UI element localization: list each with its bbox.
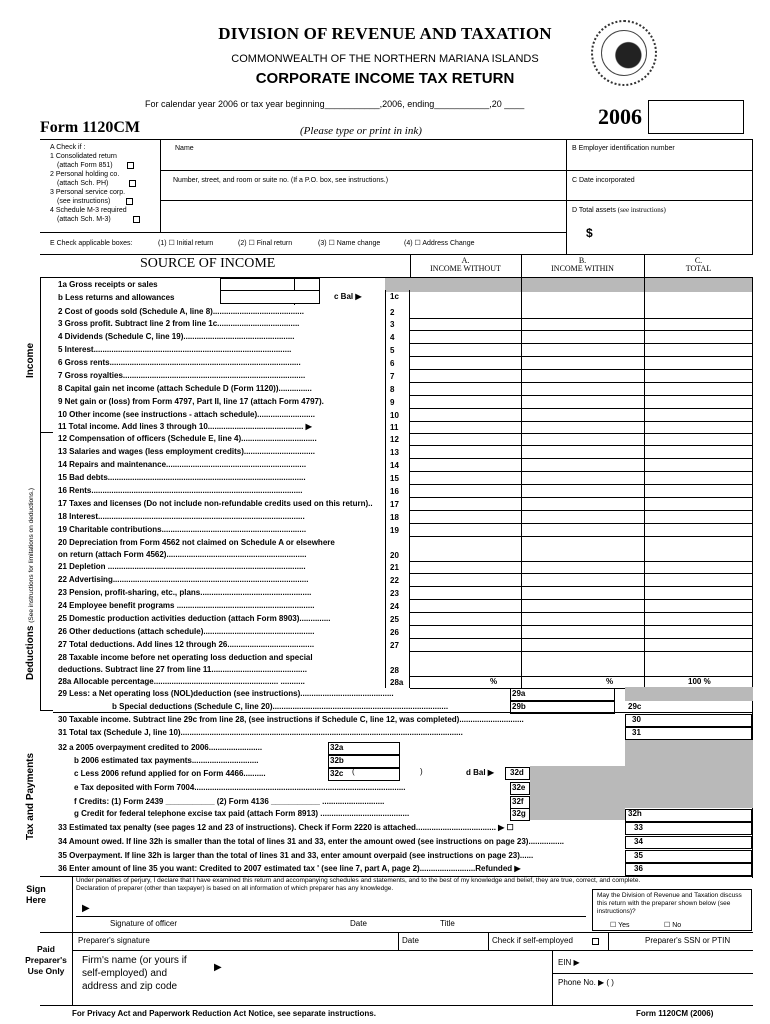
line-19-amount-field[interactable] — [410, 525, 752, 537]
name-field[interactable] — [162, 153, 564, 169]
column-a-title: INCOME WITHOUT — [430, 264, 501, 273]
line-number-17: 17 — [390, 500, 399, 509]
deductions-section-label — [25, 488, 36, 680]
pct-c: 100 % — [688, 677, 711, 686]
line-number-24: 24 — [390, 602, 399, 611]
line-number-13: 13 — [390, 448, 399, 457]
check-personal-service-sub: (see instructions) — [57, 198, 111, 205]
commonwealth-title: COMMONWEALTH OF THE NORTHERN MARIANA ISLANDS — [231, 53, 539, 65]
line-16-text: 15 Bad debts......................................................................................... — [58, 473, 306, 482]
preparer-date-label: Date — [402, 936, 419, 945]
self-employed-label: Check if self-employed — [492, 936, 573, 945]
line-17-text: 16 Rents............................................................................................... — [58, 486, 303, 495]
line-number-15: 15 — [390, 474, 399, 483]
line-18-text: 17 Taxes and licenses (Do not include non-refundable credits used on this return).. — [58, 499, 373, 508]
tax-line-number-31: 31 — [632, 728, 641, 737]
line-number-12: 12 — [390, 435, 399, 444]
line-number-19: 19 — [390, 526, 399, 535]
tax-line-32e-text: e Tax deposited with Form 7004............................................................................................... — [74, 783, 406, 792]
division-title: DIVISION OF REVENUE AND TAXATION — [218, 24, 552, 43]
address-change-checkbox[interactable]: (4) ☐ Address Change — [404, 240, 475, 247]
column-a-letter: A. — [461, 256, 470, 265]
check-m3-label: 4 Schedule M-3 required — [50, 207, 127, 214]
line-16-amount-field[interactable] — [410, 486, 752, 498]
line-1c-bal-label: c Bal ▶ — [334, 292, 362, 301]
firm-line-3: address and zip code — [82, 981, 178, 992]
name-change-checkbox[interactable]: (3) ☐ Name change — [318, 240, 381, 247]
tax-line-number-32a: 32a — [330, 743, 344, 752]
phone-label: Phone No. ▶ ( ) — [558, 978, 614, 987]
assets-dollar-sign: $ — [586, 226, 593, 240]
firm-line-1: Firm's name (or yours if — [82, 955, 187, 966]
name-field-label: Name — [175, 145, 194, 152]
line-12-text: 11 Total income. Add lines 3 through 10........................................... ▶ — [58, 422, 312, 431]
line-number-18: 18 — [390, 513, 399, 522]
income-section-label: Income — [25, 342, 36, 378]
calendar-year-line: For calendar year 2006 or tax year beginning___________,2006, ending___________,20 ____ — [145, 99, 525, 109]
d-bal-label: d Bal ▶ — [466, 768, 494, 777]
line-number-22: 22 — [390, 576, 399, 585]
line-4-text: 3 Gross profit. Subtract line 2 from line 1c..................................... — [58, 319, 300, 328]
check-if-block — [50, 143, 160, 224]
line-9-amount-field[interactable] — [410, 397, 752, 409]
line-7-text: 6 Gross rents...................................................................................... — [58, 358, 301, 367]
line-23-text: 21 Depletion ......................................................................................... — [58, 562, 306, 571]
tax-line-32f-text: f Credits: (1) Form 2439 ___________ (2) Form 4136 ___________ ............................ — [74, 797, 385, 806]
tax-line-33-field[interactable] — [625, 822, 752, 835]
tax-line-36-text: 36 Enter amount of line 35 you want: Credited to 2007 estimated tax ' (see line 7, part A, page 2).........................Refunded ▶ — [58, 864, 521, 873]
line-number-20: 20 — [390, 551, 399, 560]
line-5-text: 4 Dividends (Schedule C, line 19).................................................. — [58, 332, 295, 341]
line-23-amount-field[interactable] — [410, 588, 752, 600]
line-27-amount-field[interactable] — [410, 640, 752, 652]
date-incorporated-label: C Date incorporated — [572, 177, 635, 184]
line-2-amount-field[interactable] — [410, 307, 752, 319]
check-consolidated-sub: (attach Form 851) — [57, 162, 113, 169]
line-number-16: 16 — [390, 487, 399, 496]
year-box — [648, 100, 744, 134]
line-number-23: 23 — [390, 589, 399, 598]
tax-line-32b-text: b 2006 estimated tax payments.............................. — [74, 756, 259, 765]
line-25-text: 23 Pension, profit-sharing, etc., plans.................................................. — [58, 588, 312, 597]
perjury-text: Under penalties of perjury, I declare that I have examined this return and accompanying schedules and statements, and to the best of my knowledge and belief, they are true, correct, and complete. — [76, 877, 641, 884]
source-of-income-heading: SOURCE OF INCOME — [140, 256, 276, 271]
line-18-amount-field[interactable] — [410, 512, 752, 524]
line-32d-number: 32d — [510, 768, 524, 777]
discuss-no-checkbox[interactable]: ☐ No — [664, 922, 682, 929]
line-19-text: 18 Interest............................................................................................. — [58, 512, 305, 521]
line-32-text: 28a Allocable percentage........................................................ ........... — [58, 677, 305, 686]
line-12-amount-field[interactable] — [410, 434, 752, 446]
tax-line-31-text: 31 Total tax (Schedule J, line 10)............................................................................................................................... — [58, 728, 463, 737]
line-number-6: 6 — [390, 359, 395, 368]
address-field[interactable] — [162, 185, 564, 199]
privacy-notice: For Privacy Act and Paperwork Reduction Act Notice, see separate instructions. — [72, 1009, 376, 1018]
tax-line-number-32f: 32f — [512, 797, 524, 806]
line-20-text: 19 Charitable contributions................................................................. — [58, 525, 307, 534]
line-number-25: 25 — [390, 615, 399, 624]
line-25-amount-field[interactable] — [410, 614, 752, 626]
line-22-amount-field[interactable] — [410, 575, 752, 587]
self-employed-checkbox[interactable] — [592, 938, 599, 945]
tax-line-34-text: 34 Amount owed. If line 32h is smaller than the total of lines 31 and 33, enter the amount owed (see instructions on page 23)................ — [58, 837, 565, 846]
check-personal-service-box[interactable] — [126, 198, 133, 205]
line-number-2: 2 — [390, 308, 395, 317]
tax-line-32g-field[interactable] — [510, 808, 530, 821]
check-personal-holding-label: 2 Personal holding co. — [50, 171, 120, 178]
tax-line-30-text: 30 Taxable income. Subtract line 29c from line 28, (see instructions if Schedule C, line 12, was completed)............................. — [58, 715, 524, 724]
tax-line-31-field[interactable] — [625, 727, 752, 740]
column-b-title: INCOME WITHIN — [551, 264, 614, 273]
discuss-yes-checkbox[interactable]: ☐ Yes — [610, 922, 630, 929]
line-8-amount-field[interactable] — [410, 384, 752, 396]
firm-line-2: self-employed) and — [82, 968, 168, 979]
line-29c-number: 29c — [628, 702, 642, 711]
line-number-8: 8 — [390, 385, 395, 394]
line-15-text: 14 Repairs and maintenance............................................................... — [58, 460, 307, 469]
line-5-amount-field[interactable] — [410, 345, 752, 357]
ein-preparer-label: EIN ▶ — [558, 958, 580, 967]
ein-field-label: B Employer identification number — [572, 145, 675, 152]
column-a-header — [410, 257, 521, 273]
line-29-text: 27 Total deductions. Add lines 12 through 26....................................... — [58, 640, 315, 649]
line-27-text: 25 Domestic production activities deduction (attach Form 8903).............. — [58, 614, 331, 623]
line-number-10: 10 — [390, 411, 399, 420]
line-11-amount-field[interactable] — [410, 422, 752, 434]
firm-name-label — [82, 954, 187, 993]
tax-year: 2006 — [598, 104, 642, 129]
may-discuss-text: May the Division of Revenue and Taxation discuss this return with the preparer shown below (see instructions)? — [597, 892, 742, 915]
final-return-checkbox[interactable]: (2) ☐ Final return — [238, 240, 293, 247]
line-21-amount-field[interactable] — [410, 562, 752, 574]
sign-date-label: Date — [350, 919, 367, 928]
line-1c-number: 1c — [390, 292, 399, 301]
line-31-text: deductions. Subtract line 27 from line 11........................................... — [58, 665, 307, 674]
line-17-amount-field[interactable] — [410, 499, 752, 511]
line-number-26: 26 — [390, 628, 399, 637]
tax-line-32g-text: g Credit for federal telephone excise tax paid (attach Form 8913) ........................................ — [74, 809, 410, 818]
tax-line-33-text: 33 Estimated tax penalty (see pages 12 and 23 of instructions). Check if Form 2220 is attached.................................... ▶ ☐ — [58, 823, 514, 832]
tax-line-number-36: 36 — [634, 864, 643, 873]
tax-line-number-32g: 32g — [512, 809, 526, 818]
column-c-letter: C. — [694, 256, 703, 265]
preparer-signature-label: Preparer's signature — [78, 936, 150, 945]
firm-arrow-icon: ▶ — [214, 962, 222, 973]
shaded-area — [385, 278, 753, 292]
tax-line-number-33: 33 — [634, 823, 643, 832]
line-13-text: 12 Compensation of officers (Schedule E, line 4).................................. — [58, 434, 317, 443]
check-personal-holding-box[interactable] — [129, 180, 136, 187]
tax-line-number-32b: 32b — [330, 756, 344, 765]
type-note: (Please type or print in ink) — [300, 125, 422, 137]
line-4-amount-field[interactable] — [410, 332, 752, 344]
line-6-amount-field[interactable] — [410, 358, 752, 370]
column-c-title: TOTAL — [685, 264, 712, 273]
tax-line-36-field[interactable] — [625, 863, 752, 876]
line-32h-number: 32h — [628, 809, 642, 818]
pct-a: % — [490, 677, 498, 686]
return-title: CORPORATE INCOME TAX RETURN — [255, 70, 515, 87]
tax-line-34-field[interactable] — [625, 836, 752, 849]
tax-line-35-field[interactable] — [625, 850, 752, 863]
line-8-text: 7 Gross royalties.................................................................................. — [58, 371, 306, 380]
tax-line-number-29b: 29b — [512, 702, 526, 711]
line-20-amount-field[interactable] — [410, 550, 752, 562]
check-personal-holding-sub: (attach Sch. PH) — [57, 180, 109, 187]
check-m3-sub: (attach Sch. M-3) — [57, 216, 111, 223]
line-3-text: 2 Cost of goods sold (Schedule A, line 8)......................................... — [58, 307, 304, 316]
line-10-text: 9 Net gain or (loss) from Form 4797, Part II, line 17 (attach Form 4797). — [58, 397, 324, 406]
paren-close: ) — [420, 767, 423, 776]
firm-name-field[interactable] — [230, 958, 540, 998]
tax-line-32b-field[interactable] — [328, 755, 400, 768]
line-24-text: 22 Advertising........................................................................................ — [58, 575, 309, 584]
sign-title-label: Title — [440, 919, 455, 928]
line-13-amount-field[interactable] — [410, 447, 752, 459]
line-10-amount-field[interactable] — [410, 410, 752, 422]
tax-line-32a-text: 32 a 2005 overpayment credited to 2006........................ — [58, 743, 263, 752]
line-1-text: 1a Gross receipts or sales — [58, 280, 158, 289]
total-assets-note: (see instructions) — [617, 206, 666, 214]
line-28-text: 26 Other deductions (attach schedule).................................................. — [58, 627, 315, 636]
line-number-5: 5 — [390, 346, 395, 355]
line-1b-field[interactable] — [220, 291, 320, 304]
initial-return-checkbox[interactable]: (1) ☐ Initial return — [158, 240, 214, 247]
line-30-text: 28 Taxable income before net operating loss deduction and special — [58, 653, 313, 662]
line-number-9: 9 — [390, 398, 395, 407]
line-15-amount-field[interactable] — [410, 473, 752, 485]
deductions-note: (See instructions for limitations on deductions.) — [28, 488, 35, 623]
tax-line-29a-text: 29 Less: a Net operating loss (NOL)deduction (see instructions).......................................... — [58, 689, 394, 698]
line-6-text: 5 Interest......................................................................................... — [58, 345, 292, 354]
form-number: Form 1120CM — [40, 119, 140, 136]
line-14-text: 13 Salaries and wages (less employment credits)................................ — [58, 447, 315, 456]
check-applicable-label: E Check applicable boxes: — [50, 240, 133, 247]
line-3-amount-field[interactable] — [410, 319, 752, 331]
line-22-text: on return (attach Form 4562)............................................................... — [58, 550, 307, 559]
line-number-14: 14 — [390, 461, 399, 470]
tax-line-32e-field[interactable] — [510, 782, 530, 795]
column-c-header — [644, 257, 753, 273]
officer-signature-field[interactable] — [94, 903, 344, 915]
line-7-amount-field[interactable] — [410, 371, 752, 383]
city-field[interactable] — [162, 203, 564, 231]
line-21-text: 20 Depreciation from Form 4562 not claimed on Schedule A or elsewhere — [58, 538, 335, 547]
tax-line-29b-text: b Special deductions (Schedule C, line 20)............................................................................... — [112, 702, 449, 711]
line-number-4: 4 — [390, 333, 395, 342]
line-28-amount-field[interactable] — [410, 665, 752, 677]
line-number-28a: 28a — [390, 678, 404, 687]
paren-open: ( — [352, 767, 355, 776]
check-consolidated-box[interactable] — [127, 162, 134, 169]
line-11-text: 10 Other income (see instructions - attach schedule).......................... — [58, 410, 315, 419]
tax-line-32c-text: c Less 2006 refund applied for on Form 4466.......... — [74, 769, 266, 778]
line-1a-field[interactable] — [220, 278, 320, 291]
total-assets-label — [572, 206, 666, 215]
line-26-amount-field[interactable] — [410, 627, 752, 639]
paid-preparer-label: Paid Preparer's Use Only — [25, 944, 67, 976]
tax-line-number-35: 35 — [634, 851, 643, 860]
total-assets-field[interactable] — [598, 222, 748, 248]
column-b-header — [521, 257, 644, 273]
tax-line-number-32e: 32e — [512, 783, 526, 792]
preparer-declaration-text: Declaration of preparer (other than taxpayer) is based on all information of which preparer has any knowledge. — [76, 885, 394, 892]
signature-of-officer-label: Signature of officer — [110, 919, 178, 928]
total-assets-text: D Total assets — [572, 207, 616, 214]
tax-line-number-32c: 32c — [330, 769, 344, 778]
tax-line-32a-field[interactable] — [328, 742, 400, 755]
pct-b: % — [606, 677, 614, 686]
line-26-text: 24 Employee benefit programs .............................................................. — [58, 601, 315, 610]
line-24-amount-field[interactable] — [410, 601, 752, 613]
tax-line-35-text: 35 Overpayment. If line 32h is larger than the total of lines 31 and 33, enter amount overpaid (see instructions on page 23)...... — [58, 851, 534, 860]
check-consolidated-label: 1 Consolidated return — [50, 153, 117, 160]
check-m3-box[interactable] — [133, 216, 140, 223]
seal-emblem-icon — [601, 30, 647, 76]
tax-payments-section-label: Tax and Payments — [25, 752, 36, 840]
line-number-27: 27 — [390, 641, 399, 650]
tax-line-number-29a: 29a — [512, 689, 526, 698]
sign-here-label: Sign Here — [25, 884, 46, 905]
line-9-text: 8 Capital gain net income (attach Schedule D (Form 1120))............... — [58, 384, 312, 393]
address-field-label: Number, street, and room or suite no. (If a P.O. box, see instructions.) — [173, 177, 389, 184]
column-b-letter: B. — [578, 256, 587, 265]
check-personal-service-label: 3 Personal service corp. — [50, 189, 126, 196]
line-number-28: 28 — [390, 666, 399, 675]
line-number-3: 3 — [390, 320, 395, 329]
tax-line-number-30: 30 — [632, 715, 641, 724]
line-number-7: 7 — [390, 372, 395, 381]
form-footer: Form 1120CM (2006) — [636, 1009, 714, 1018]
tax-line-number-34: 34 — [634, 837, 643, 846]
line-14-amount-field[interactable] — [410, 460, 752, 472]
tax-line-29a-field[interactable] — [510, 688, 615, 701]
line-2-text: b Less returns and allowances — [58, 293, 175, 302]
check-if-title: A Check if : — [50, 144, 86, 151]
line-number-11: 11 — [390, 423, 399, 432]
sign-arrow-icon: ▶ — [82, 903, 90, 914]
preparer-ssn-label: Preparer's SSN or PTIN — [645, 936, 731, 945]
tax-line-32c-field[interactable] — [328, 768, 400, 781]
deductions-label-text: Deductions — [25, 625, 36, 680]
ein-field[interactable] — [568, 153, 750, 169]
line-number-21: 21 — [390, 563, 399, 572]
tax-line-30-field[interactable] — [625, 714, 752, 727]
